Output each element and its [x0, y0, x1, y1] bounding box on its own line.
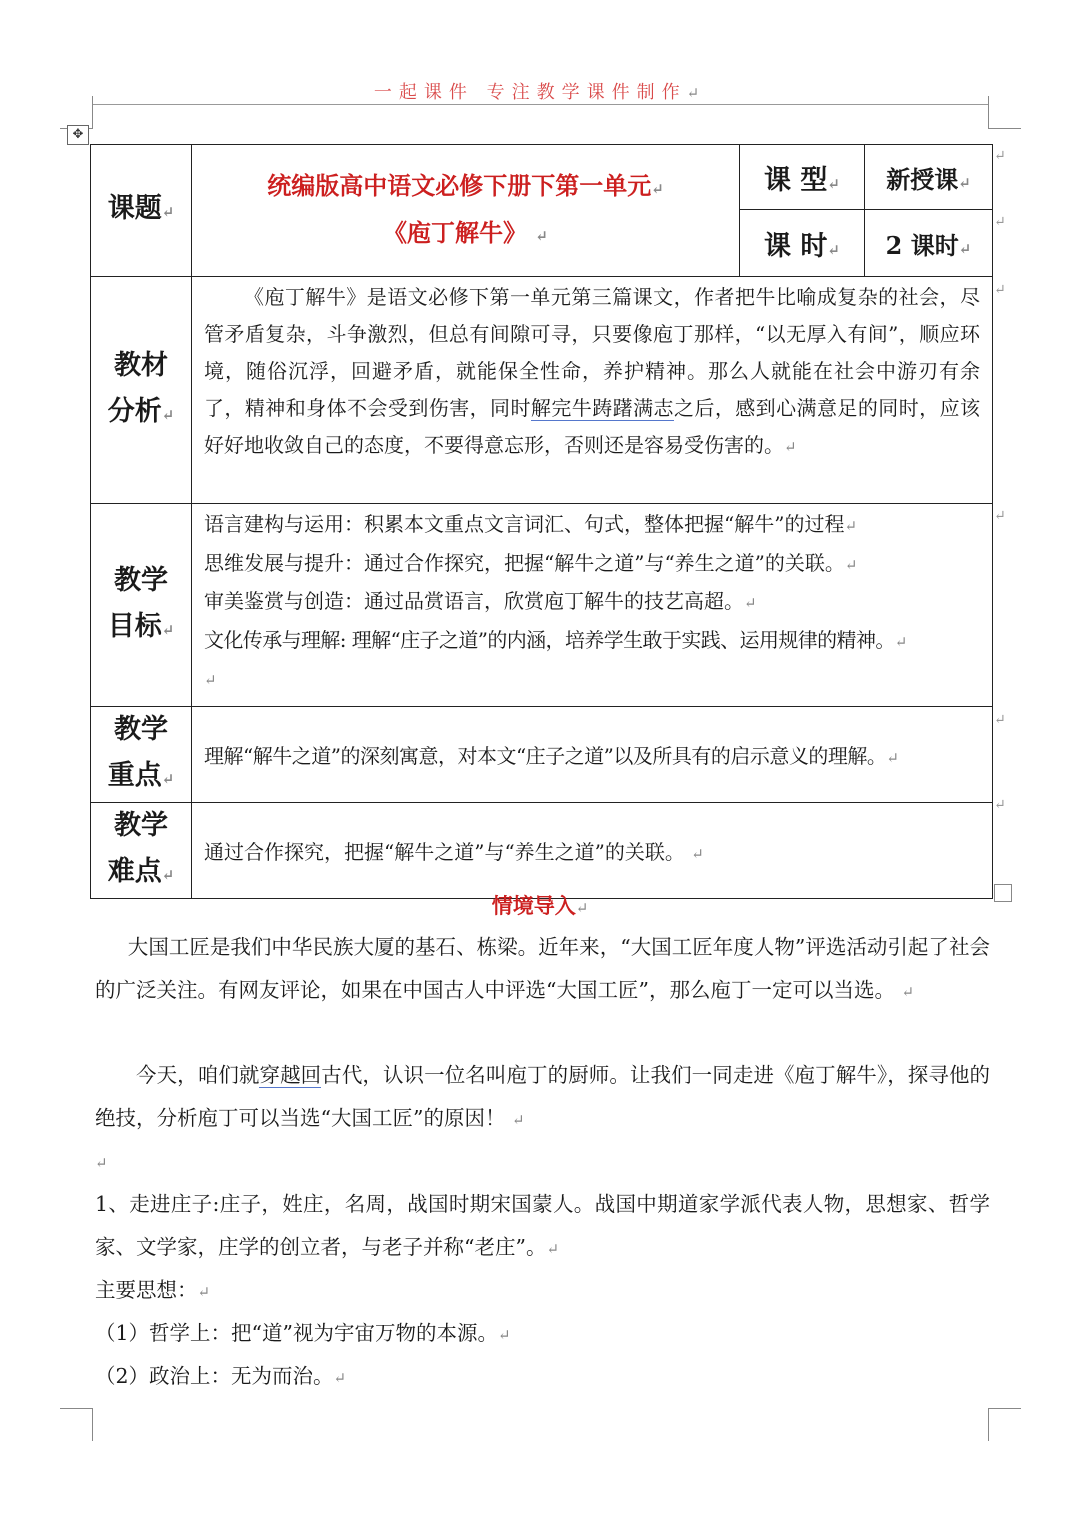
main-thoughts-heading: 主要思想：↵: [95, 1278, 211, 1302]
row-end-mark: ↵: [994, 712, 1006, 728]
empty-paragraph: ↵: [95, 1154, 108, 1172]
page-header-text: 一起课件 专注教学课件制作↵: [373, 82, 707, 103]
goal-item: 审美鉴赏与创造：通过品赏语言，欣赏庖丁解牛的技艺高超。↵: [204, 589, 757, 613]
goals-label-cell: 教学 目标↵: [91, 504, 192, 707]
zhuangzi-intro-paragraph: 1、走进庄子:庄子，姓庄，名周，战国时期宋国蒙人。战国中期道家学派代表人物，思想家、哲学家、文学家，庄学的创立者，与老子并称“老庄”。↵: [95, 1192, 990, 1259]
goal-item: 思维发展与提升：通过合作探究，把握“解牛之道”与“养生之道”的关联。↵: [204, 550, 858, 575]
intro-section-title: 情境导入↵: [491, 893, 589, 918]
table-move-handle-icon[interactable]: ✥: [67, 125, 89, 145]
intro-paragraph-1: 大国工匠是我们中华民族大厦的基石、栋梁。近年来，“大国工匠年度人物”评选活动引起了社会的广泛关注。有网友评论，如果在中国古人中评选“大国工匠”，那么庖丁一定可以当选。 ↵: [95, 935, 990, 1002]
row-end-mark: ↵: [994, 508, 1006, 524]
difficulty-text-cell: 通过合作探究，把握“解牛之道”与“养生之道”的关联。 ↵: [192, 803, 993, 899]
goal-item: 语言建构与运用：积累本文重点文言词汇、句式，整体把握“解牛”的过程↵: [204, 512, 858, 536]
topic-title-line1: 统编版高中语文必修下册下第一单元: [267, 170, 652, 200]
goal-item: 文化传承与理解: 理解“庄子之道”的内涵，培养学生敢于实践、运用规律的精神。↵: [204, 627, 907, 652]
difficulty-label-cell: 教学 难点↵: [91, 803, 192, 899]
topic-title-cell: 统编版高中语文必修下册下第一单元↵ 《庖丁解牛》 ↵: [192, 145, 740, 277]
hours-value-cell: 2 课时↵: [865, 210, 993, 277]
thought-item-philosophy: （1）哲学上：把“道”视为宇宙万物的本源。↵: [95, 1321, 511, 1345]
type-label-cell: 课 型↵: [740, 145, 865, 210]
header-rule: [92, 104, 989, 105]
corner-mark-top-right: [988, 96, 1021, 129]
hours-label-cell: 课 时↵: [740, 210, 865, 277]
intro-paragraph-2: 今天，咱们就穿越回古代，认识一位名叫庖丁的厨师。让我们一同走进《庖丁解牛》，探寻他的绝技，分析庖丁可以当选“大国工匠”的原因！ ↵: [95, 1063, 991, 1130]
key-points-text-cell: 理解“解牛之道”的深刻寓意，对本文“庄子之道”以及所具有的启示意义的理解。↵: [192, 707, 993, 803]
topic-title-line2: 《庖丁解牛》: [383, 217, 528, 247]
row-end-mark: ↵: [994, 282, 1006, 298]
lesson-plan-table: [90, 144, 993, 899]
row-end-mark: ↵: [994, 214, 1006, 230]
topic-label-cell: 课题↵: [91, 145, 192, 277]
analysis-label-cell: 教材 分析↵: [91, 277, 192, 504]
intro-underlined-phrase: 穿越回: [259, 1063, 322, 1087]
row-end-mark: ↵: [994, 148, 1006, 164]
corner-mark-bottom-left: [60, 1408, 93, 1441]
corner-mark-bottom-right: [988, 1408, 1021, 1441]
goals-text-cell: 语言建构与运用：积累本文重点文言词汇、句式，整体把握“解牛”的过程↵ 思维发展与提升：通过合作探究，把握“解牛之道”与“养生之道”的关联。↵ 审美鉴赏与创造：通过品赏语言，欣赏庖丁解牛的技艺高超。↵ 文化传承与理解: 理解“庄子之道”的内涵，培养学生敢于实践、运用规律的精神。↵ ↵: [192, 504, 993, 707]
key-points-label-cell: 教学 重点↵: [91, 707, 192, 803]
analysis-text-cell: 《庖丁解牛》是语文必修下第一单元第三篇课文，作者把牛比喻成复杂的社会，尽管矛盾复杂，斗争激烈，但总有间隙可寻，只要像庖丁那样，“以无厚入有间”，顺应环境，随俗沉浮，回避矛盾，就能保全性命，养护精神。那么人就能在社会中游刃有余了，精神和身体不会受到伤害，同时解完牛踌躇满志之后，感到心满意足的同时，应该好好地收敛自己的态度，不要得意忘形，否则还是容易受伤害的。↵: [192, 277, 993, 504]
type-value-cell: 新授课↵: [865, 145, 993, 210]
analysis-underlined-phrase: 解完牛踌躇满志: [530, 396, 674, 420]
row-end-mark: ↵: [994, 797, 1006, 813]
thought-item-politics: （2）政治上：无为而治。↵: [95, 1364, 347, 1388]
